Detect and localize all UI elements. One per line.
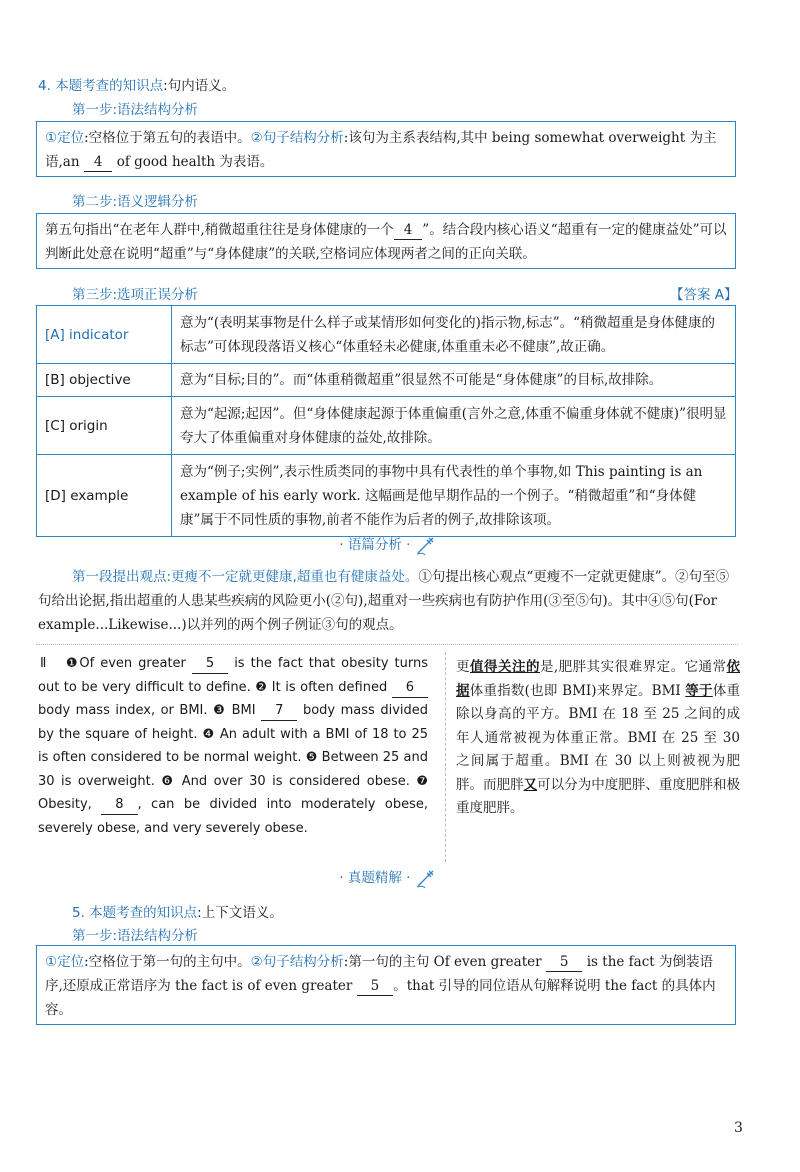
note-text: 是,肥胖其实很难界定。它通常 <box>539 659 727 675</box>
sentence-1: is the fact that obesity turns out to be very difficult to define. <box>38 656 428 695</box>
analysis-lead: 第一段提出观点:更瘦不一定就更健康,超重也有健康益处。 <box>72 569 419 585</box>
sentence-5: ❺ Between 25 and 30 is overweight. <box>38 750 429 789</box>
q4-step2-box <box>36 213 736 269</box>
blank-7: 7 <box>261 702 297 721</box>
note-text: 体重指数(也即 BMI)来界定。BMI <box>469 682 686 699</box>
blank-5: 5 <box>357 977 394 996</box>
sentence-2: body mass index, or BMI. <box>38 703 214 718</box>
option-label: [C] origin <box>37 397 172 455</box>
page-number: 3 <box>734 1120 743 1136</box>
text: ”。结合段内核心语义“超重有一定的健康益处”可以判断此处意在说明“超重”与“身体健康”的关联,空格词应体现两者之间的正向关联。 <box>45 222 727 262</box>
option-row <box>37 397 736 455</box>
analysis-badge-label: · 语篇分析 · <box>339 537 411 553</box>
text: is the fact 为倒装语序,还原成正常语序为 the fact is of even greater <box>45 954 714 994</box>
quill-icon <box>415 534 437 556</box>
blank-4: 4 <box>394 221 423 240</box>
solution-badge-label: · 真题精解 · <box>339 870 411 886</box>
blank-5: 5 <box>192 655 228 674</box>
note-keyword: 等于 <box>685 682 713 699</box>
quill-icon <box>415 867 437 889</box>
answer-badge: 【答案 A】 <box>670 287 738 303</box>
q4-heading <box>38 74 235 94</box>
passage-paragraph <box>38 652 428 840</box>
option-text: 意为“目标;目的”。而“体重稍微超重”很显然不可能是“身体健康”的目标,故排除。 <box>172 364 736 397</box>
text: :空格位于第五句的表语中。 <box>84 130 251 146</box>
note-keyword: 值得关注的 <box>470 659 540 675</box>
note-text: 体重除以身高的平方。BMI 在 18 至 25 之间的成年人通常被视为体重正常。BMI 在 25 至 30 之间属于超重。BMI 在 30 以上则被视为肥胖。而肥胖 <box>456 682 740 793</box>
q4-step2-title: 第二步:语义逻辑分析 <box>72 194 199 210</box>
options-table <box>36 305 736 537</box>
text: :该句为主系表结构,其中 being somewhat overweight 为主语,an <box>45 130 717 170</box>
sentence-6: ❻ And over 30 is considered obese. <box>161 773 417 789</box>
note-keyword: 又 <box>523 776 538 793</box>
section-divider <box>36 644 738 645</box>
q4-heading-label: 4. 本题考查的知识点 <box>38 78 164 94</box>
structure-label: ②句子结构分析 <box>250 130 344 146</box>
option-text: 意为“起源;起因”。但“身体健康起源于体重偏重(言外之意,体重不偏重身体就不健康)”很明显夸大了体重偏重对身体健康的益处,故排除。 <box>172 397 736 455</box>
sentence-2: ❷ It is often defined <box>255 679 392 695</box>
note-text: 更 <box>456 659 470 675</box>
locate-label: ①定位 <box>45 130 85 146</box>
sentence-1: ❶Of even greater <box>64 656 192 671</box>
q4-step1-box <box>36 121 736 177</box>
q5-heading-label: 5. 本题考查的知识点 <box>72 905 198 921</box>
q5-step1-title: 第一步:语法结构分析 <box>72 928 199 944</box>
note-keyword: 依据 <box>456 659 741 699</box>
locate-label: ①定位 <box>45 954 85 970</box>
text: 。that 引导的同位语从句解释说明 the fact 的具体内容。 <box>45 978 716 1018</box>
structure-label: ②句子结构分析 <box>250 954 344 970</box>
text: :空格位于第一句的主句中。 <box>84 954 251 970</box>
blank-5: 5 <box>546 953 583 972</box>
q5-step1-box <box>36 945 736 1025</box>
sentence-3: ❸ BMI <box>213 703 262 718</box>
analysis-body: ①句提出核心观点“更瘦不一定就更健康”。②句至⑤句给出论据,指出超重的人患某些疾病的风险更小(②句),超重对一些疾病也有防护作用(③至⑤句)。其中④⑤句(For example...Likewise...)以并列的两个例子例证③句的观点。 <box>38 569 730 633</box>
blank-4: 4 <box>84 153 113 172</box>
option-label: [B] objective <box>37 364 172 397</box>
translation-note <box>456 656 740 821</box>
q4-heading-text: :句内语义。 <box>163 78 236 94</box>
solution-badge <box>318 866 458 889</box>
q5-heading-text: :上下文语义。 <box>197 905 283 921</box>
paragraph-number: Ⅱ <box>40 656 47 671</box>
option-row <box>37 455 736 537</box>
q4-step3-title: 第三步:选项正误分析 <box>72 287 199 303</box>
note-text: 可以分为中度肥胖、重度肥胖和极重度肥胖。 <box>456 776 741 816</box>
q4-step1-title: 第一步:语法结构分析 <box>72 102 199 118</box>
column-divider <box>445 652 446 862</box>
text: :第一句的主句 Of even greater <box>343 954 546 970</box>
option-text: 意为“例子;实例”,表示性质类同的事物中具有代表性的单个事物,如 This painting is an example of his early work. 这幅画是他早期作品的一个例子。“稍微超重”和“身体健康”属于不同性质的事物,前者不能作为后者的例子,故排除该项。 <box>172 455 736 537</box>
option-label: [D] example <box>37 455 172 537</box>
text: of good health 为表语。 <box>112 154 274 170</box>
blank-8: 8 <box>101 796 137 815</box>
sentence-3: body mass divided by the square of height. <box>38 703 428 742</box>
blank-6: 6 <box>392 679 428 698</box>
option-row <box>37 364 736 397</box>
sentence-7: ❼ Obesity, <box>38 773 428 812</box>
text: 第五句指出“在老年人群中,稍微超重往往是身体健康的一个 <box>45 222 394 238</box>
sentence-7: , can be divided into moderately obese, severely obese, and very severely obese. <box>38 797 428 836</box>
sentence-4: ❹ An adult with a BMI of 18 to 25 is often considered to be normal weight. <box>38 726 428 765</box>
option-label: [A] indicator <box>37 306 172 364</box>
option-text: 意为“(表明某事物是什么样子或某情形如何变化的)指示物,标志”。“稍微超重是身体健康的标志”可体现段落语义核心“体重轻未必健康,体重重未必不健康”,故正确。 <box>172 306 736 364</box>
option-row <box>37 306 736 364</box>
q5-heading <box>72 901 283 921</box>
analysis-badge <box>318 533 458 556</box>
analysis-paragraph <box>38 565 738 637</box>
